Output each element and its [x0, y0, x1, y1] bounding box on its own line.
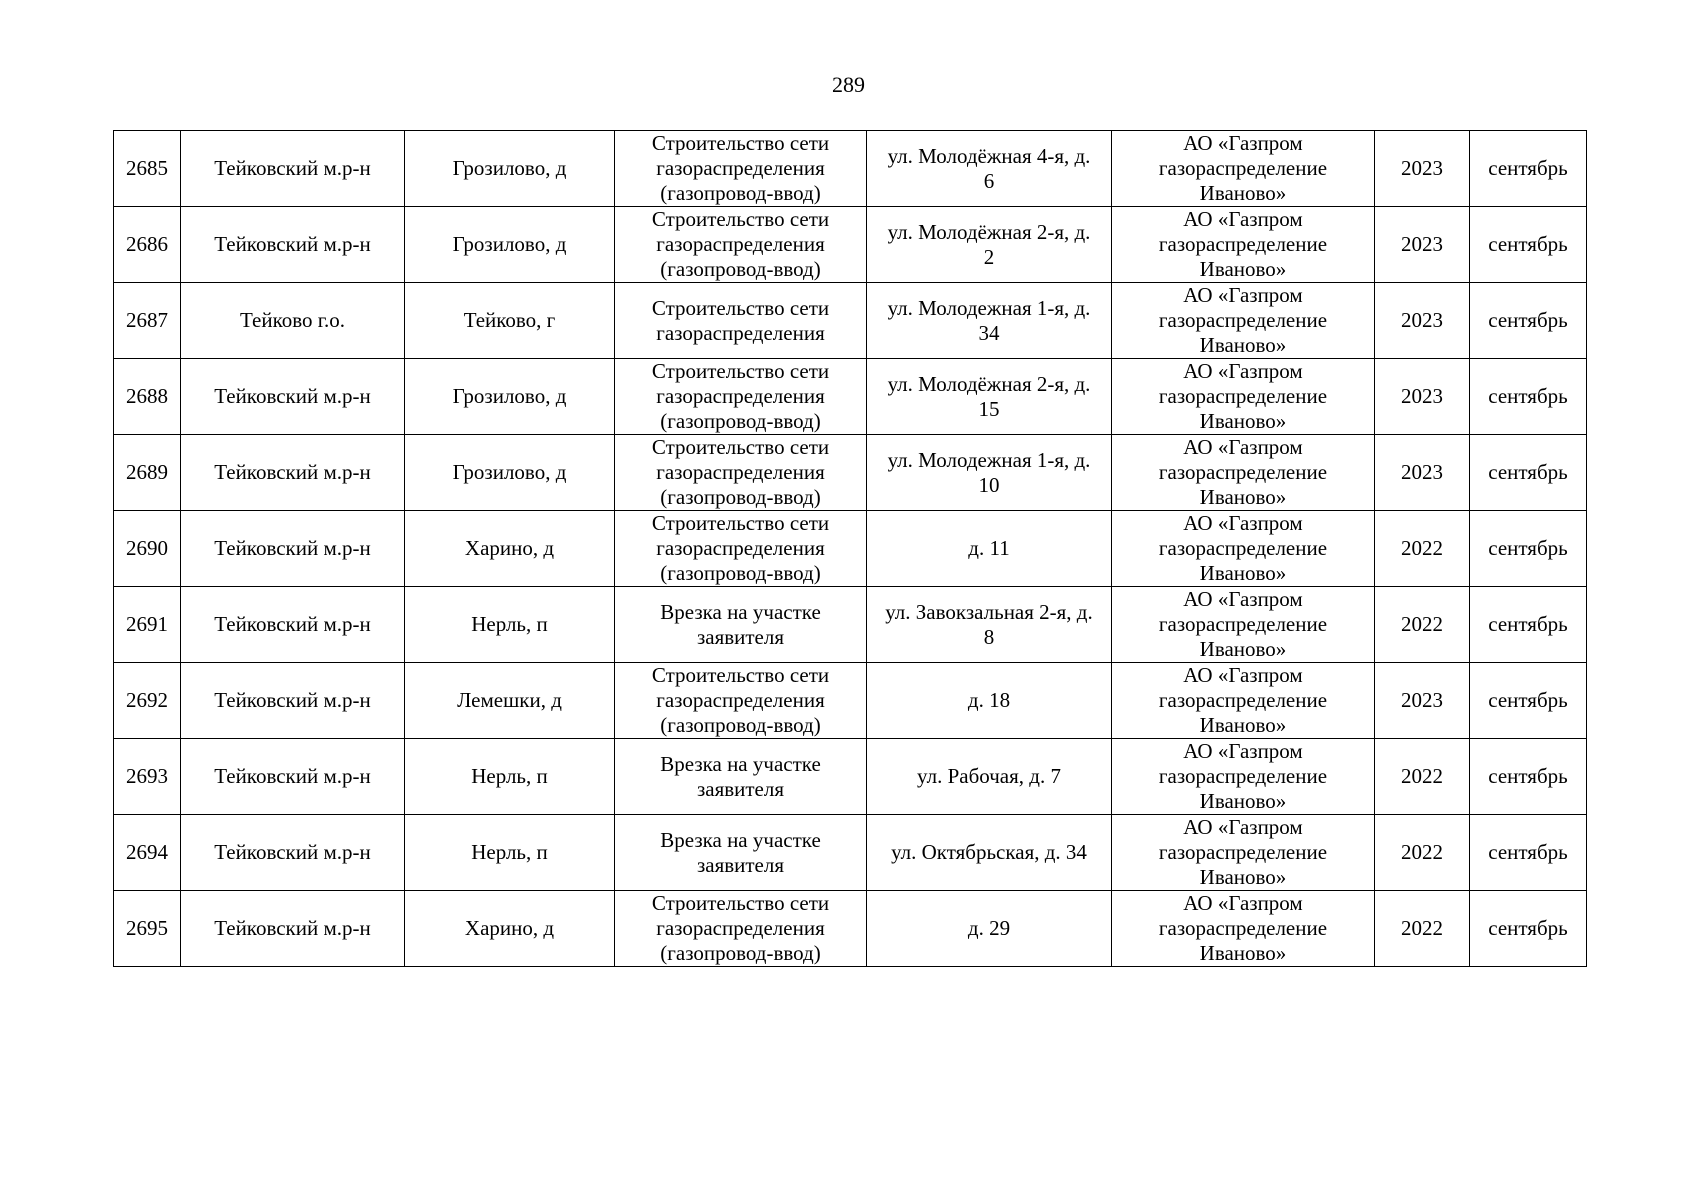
row-number-cell — [114, 587, 181, 663]
organization-cell-text: АО «Газпром газораспределение Иваново» — [1158, 435, 1328, 509]
month-cell — [1470, 511, 1587, 587]
row-number-cell — [114, 739, 181, 815]
locality-cell-text: Нерль, п — [471, 764, 548, 788]
address-cell-text: ул. Молодёжная 2-я, д. 15 — [887, 371, 1091, 421]
address-cell-text: ул. Завокзальная 2-я, д. 8 — [885, 599, 1093, 649]
district-cell-text: Тейковский м.р-н — [214, 536, 371, 560]
year-cell-text: 2022 — [1401, 840, 1443, 864]
month-cell-text: сентябрь — [1488, 840, 1568, 864]
year-cell — [1375, 283, 1470, 359]
month-cell — [1470, 359, 1587, 435]
work-type-cell-text: Врезка на участке заявителя — [660, 827, 821, 877]
row-number-cell-text: 2686 — [126, 232, 168, 256]
district-cell-text: Тейково г.о. — [240, 308, 345, 332]
district-cell-text: Тейковский м.р-н — [214, 916, 371, 940]
district-cell — [181, 815, 405, 891]
row-number-cell-text: 2691 — [126, 612, 168, 636]
work-type-cell-text: Врезка на участке заявителя — [660, 599, 821, 649]
organization-cell — [1112, 207, 1375, 283]
address-cell — [867, 359, 1112, 435]
work-type-cell — [615, 587, 867, 663]
work-type-cell — [615, 511, 867, 587]
work-type-cell-text: Строительство сети газораспределения (газопровод-ввод) — [651, 131, 830, 205]
month-cell — [1470, 207, 1587, 283]
table-row — [114, 891, 1587, 967]
work-type-cell-text: Строительство сети газораспределения (газопровод-ввод) — [651, 207, 830, 281]
work-type-cell-text: Строительство сети газораспределения (газопровод-ввод) — [651, 511, 830, 585]
year-cell-text: 2022 — [1401, 612, 1443, 636]
month-cell — [1470, 587, 1587, 663]
year-cell — [1375, 435, 1470, 511]
row-number-cell — [114, 283, 181, 359]
district-cell-text: Тейковский м.р-н — [214, 840, 371, 864]
organization-cell — [1112, 131, 1375, 207]
address-cell-text: ул. Рабочая, д. 7 — [917, 764, 1061, 788]
address-cell — [867, 815, 1112, 891]
row-number-cell-text: 2687 — [126, 308, 168, 332]
month-cell — [1470, 283, 1587, 359]
district-cell — [181, 207, 405, 283]
address-cell — [867, 739, 1112, 815]
organization-cell — [1112, 359, 1375, 435]
row-number-cell — [114, 207, 181, 283]
organization-cell — [1112, 283, 1375, 359]
district-cell-text: Тейковский м.р-н — [214, 232, 371, 256]
organization-cell — [1112, 739, 1375, 815]
month-cell-text: сентябрь — [1488, 764, 1568, 788]
address-cell-text: д. 11 — [968, 536, 1010, 560]
address-cell-text: ул. Молодёжная 2-я, д. 2 — [887, 219, 1091, 269]
work-type-cell-text: Врезка на участке заявителя — [660, 751, 821, 801]
locality-cell-text: Грозилово, д — [452, 156, 567, 180]
locality-cell — [405, 511, 615, 587]
row-number-cell-text: 2693 — [126, 764, 168, 788]
year-cell — [1375, 131, 1470, 207]
organization-cell — [1112, 663, 1375, 739]
locality-cell — [405, 891, 615, 967]
address-cell — [867, 283, 1112, 359]
table-row — [114, 663, 1587, 739]
table-body — [114, 131, 1587, 967]
year-cell-text: 2022 — [1401, 916, 1443, 940]
month-cell-text: сентябрь — [1488, 612, 1568, 636]
row-number-cell — [114, 663, 181, 739]
year-cell-text: 2023 — [1401, 384, 1443, 408]
month-cell — [1470, 891, 1587, 967]
work-type-cell — [615, 663, 867, 739]
address-cell — [867, 131, 1112, 207]
work-type-cell-text: Строительство сети газораспределения (газопровод-ввод) — [651, 663, 830, 737]
locality-cell-text: Грозилово, д — [452, 384, 567, 408]
year-cell — [1375, 815, 1470, 891]
district-cell — [181, 587, 405, 663]
row-number-cell — [114, 435, 181, 511]
row-number-cell — [114, 131, 181, 207]
work-type-cell — [615, 815, 867, 891]
year-cell — [1375, 739, 1470, 815]
address-cell-text: ул. Молодежная 1-я, д. 10 — [887, 447, 1091, 497]
page-number: 289 — [832, 72, 865, 97]
row-number-cell-text: 2690 — [126, 536, 168, 560]
table-row — [114, 511, 1587, 587]
locality-cell-text: Харино, д — [464, 536, 555, 560]
month-cell — [1470, 815, 1587, 891]
work-type-cell-text: Строительство сети газораспределения — [651, 295, 830, 345]
district-cell — [181, 739, 405, 815]
month-cell-text: сентябрь — [1488, 536, 1568, 560]
row-number-cell-text: 2694 — [126, 840, 168, 864]
organization-cell-text: АО «Газпром газораспределение Иваново» — [1158, 663, 1328, 737]
district-cell — [181, 131, 405, 207]
address-cell-text: д. 29 — [967, 916, 1011, 940]
organization-cell — [1112, 435, 1375, 511]
district-cell-text: Тейковский м.р-н — [214, 156, 371, 180]
organization-cell — [1112, 587, 1375, 663]
organization-cell-text: АО «Газпром газораспределение Иваново» — [1158, 587, 1328, 661]
row-number-cell-text: 2685 — [126, 156, 168, 180]
district-cell — [181, 663, 405, 739]
district-cell-text: Тейковский м.р-н — [214, 688, 371, 712]
work-type-cell — [615, 359, 867, 435]
year-cell — [1375, 359, 1470, 435]
row-number-cell — [114, 815, 181, 891]
table-row — [114, 207, 1587, 283]
organization-cell-text: АО «Газпром газораспределение Иваново» — [1158, 511, 1328, 585]
month-cell-text: сентябрь — [1488, 916, 1568, 940]
work-type-cell — [615, 739, 867, 815]
locality-cell — [405, 587, 615, 663]
row-number-cell — [114, 891, 181, 967]
locality-cell-text: Харино, д — [464, 916, 555, 940]
district-cell — [181, 511, 405, 587]
organization-cell-text: АО «Газпром газораспределение Иваново» — [1158, 359, 1328, 433]
work-type-cell — [615, 131, 867, 207]
address-cell — [867, 891, 1112, 967]
table-row — [114, 359, 1587, 435]
organization-cell-text: АО «Газпром газораспределение Иваново» — [1158, 283, 1328, 357]
locality-cell-text: Грозилово, д — [452, 232, 567, 256]
year-cell-text: 2023 — [1401, 308, 1443, 332]
gas-connection-table — [113, 130, 1587, 967]
table-row — [114, 283, 1587, 359]
organization-cell-text: АО «Газпром газораспределение Иваново» — [1158, 131, 1328, 205]
month-cell-text: сентябрь — [1488, 384, 1568, 408]
year-cell — [1375, 663, 1470, 739]
work-type-cell — [615, 435, 867, 511]
month-cell — [1470, 739, 1587, 815]
locality-cell — [405, 131, 615, 207]
year-cell-text: 2022 — [1401, 764, 1443, 788]
address-cell-text: д. 18 — [967, 688, 1011, 712]
district-cell-text: Тейковский м.р-н — [214, 384, 371, 408]
address-cell-text: ул. Молодежная 1-я, д. 34 — [887, 295, 1091, 345]
month-cell-text: сентябрь — [1488, 308, 1568, 332]
district-cell — [181, 283, 405, 359]
year-cell — [1375, 207, 1470, 283]
table-row — [114, 815, 1587, 891]
locality-cell — [405, 435, 615, 511]
organization-cell-text: АО «Газпром газораспределение Иваново» — [1158, 891, 1328, 965]
month-cell-text: сентябрь — [1488, 688, 1568, 712]
year-cell — [1375, 891, 1470, 967]
work-type-cell — [615, 283, 867, 359]
organization-cell — [1112, 891, 1375, 967]
organization-cell — [1112, 815, 1375, 891]
month-cell-text: сентябрь — [1488, 232, 1568, 256]
month-cell-text: сентябрь — [1488, 156, 1568, 180]
year-cell-text: 2023 — [1401, 688, 1443, 712]
month-cell — [1470, 131, 1587, 207]
work-type-cell-text: Строительство сети газораспределения (газопровод-ввод) — [651, 359, 830, 433]
table-row — [114, 739, 1587, 815]
row-number-cell — [114, 359, 181, 435]
locality-cell — [405, 283, 615, 359]
table-row — [114, 587, 1587, 663]
district-cell — [181, 359, 405, 435]
year-cell — [1375, 587, 1470, 663]
address-cell — [867, 663, 1112, 739]
address-cell — [867, 511, 1112, 587]
year-cell-text: 2022 — [1401, 536, 1443, 560]
organization-cell-text: АО «Газпром газораспределение Иваново» — [1158, 207, 1328, 281]
year-cell-text: 2023 — [1401, 460, 1443, 484]
locality-cell-text: Грозилово, д — [452, 460, 567, 484]
row-number-cell-text: 2689 — [126, 460, 168, 484]
row-number-cell-text: 2695 — [126, 916, 168, 940]
organization-cell — [1112, 511, 1375, 587]
year-cell-text: 2023 — [1401, 232, 1443, 256]
locality-cell — [405, 359, 615, 435]
month-cell-text: сентябрь — [1488, 460, 1568, 484]
work-type-cell — [615, 891, 867, 967]
district-cell-text: Тейковский м.р-н — [214, 460, 371, 484]
district-cell — [181, 891, 405, 967]
district-cell-text: Тейковский м.р-н — [214, 764, 371, 788]
locality-cell — [405, 739, 615, 815]
month-cell — [1470, 435, 1587, 511]
district-cell — [181, 435, 405, 511]
address-cell — [867, 587, 1112, 663]
organization-cell-text: АО «Газпром газораспределение Иваново» — [1158, 739, 1328, 813]
table-row — [114, 131, 1587, 207]
locality-cell — [405, 207, 615, 283]
locality-cell — [405, 663, 615, 739]
locality-cell-text: Нерль, п — [471, 840, 548, 864]
locality-cell-text: Тейково, г — [463, 308, 556, 332]
row-number-cell-text: 2692 — [126, 688, 168, 712]
organization-cell-text: АО «Газпром газораспределение Иваново» — [1158, 815, 1328, 889]
locality-cell — [405, 815, 615, 891]
address-cell — [867, 435, 1112, 511]
address-cell-text: ул. Молодёжная 4-я, д. 6 — [887, 143, 1091, 193]
work-type-cell-text: Строительство сети газораспределения (газопровод-ввод) — [651, 891, 830, 965]
locality-cell-text: Нерль, п — [471, 612, 548, 636]
row-number-cell — [114, 511, 181, 587]
year-cell-text: 2023 — [1401, 156, 1443, 180]
row-number-cell-text: 2688 — [126, 384, 168, 408]
month-cell — [1470, 663, 1587, 739]
work-type-cell — [615, 207, 867, 283]
work-type-cell-text: Строительство сети газораспределения (газопровод-ввод) — [651, 435, 830, 509]
locality-cell-text: Лемешки, д — [457, 688, 562, 712]
table-row — [114, 435, 1587, 511]
district-cell-text: Тейковский м.р-н — [214, 612, 371, 636]
address-cell-text: ул. Октябрьская, д. 34 — [891, 840, 1087, 864]
year-cell — [1375, 511, 1470, 587]
address-cell — [867, 207, 1112, 283]
